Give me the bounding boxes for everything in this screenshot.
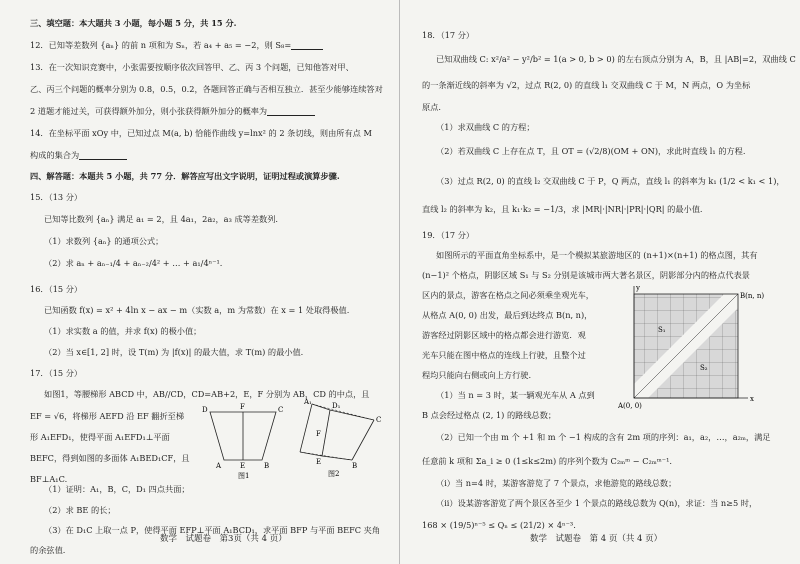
question-13-line-1: 13．在一次知识竞赛中，小张需要按顺序依次回答甲、乙、丙 3 个问题，已知他答对甲、 — [30, 62, 354, 72]
fig1-label-a: A — [216, 462, 222, 470]
question-17-part-1: （1）证明：A₁，B，C，D₁ 四点共面； — [44, 484, 190, 494]
question-15-stem: 已知等比数列 {aₙ} 满足 a₁ = 2，且 4a₁，2a₂，a₃ 成等差数列. — [44, 214, 278, 224]
fig1-caption: 图1 — [238, 472, 250, 480]
question-17-part-3: （3）在 D₁C 上取一点 P，使得平面 EFP⊥平面 A₁BCD₁，求平面 BFP 与平面 BEFC 夹角 — [44, 525, 381, 535]
grid-point-a: A(0, 0) — [618, 402, 642, 410]
answer-blank-13 — [267, 107, 315, 116]
answer-blank-14 — [79, 151, 127, 160]
question-16-part-2: （2）当 x∈[1, 2] 时，设 T(m) 为 |f(x)| 的最大值，求 T(m) 的最小值. — [44, 347, 304, 357]
question-12: 12．已知等差数列 {aₙ} 的前 n 项和为 Sₙ，若 a₄ + a₅ = −2，则 S₈= — [30, 40, 323, 50]
fig1-label-f: F — [240, 403, 245, 411]
question-19-part-1: （1）当 n = 3 时，某一辆观光车从 A 点到 — [436, 390, 595, 400]
fig2-label-a1: A₁ — [304, 398, 312, 406]
question-18-header: 18．（17 分） — [422, 30, 475, 40]
question-13-line-3: 2 道题才能过关，可获得额外加分，则小张获得额外加分的概率为 — [30, 106, 315, 116]
fig2-label-b: B — [352, 462, 358, 470]
fig2-caption: 图2 — [328, 470, 340, 478]
question-19-inequality: 168 × (19/5)ⁿ⁻⁵ ≤ Qₙ ≤ (21/2) × 4ⁿ⁻³. — [422, 520, 576, 530]
question-16-header: 16．（15 分） — [30, 284, 83, 294]
question-19-stem-1: 如图所示的平面直角坐标系中，是一个模拟某旅游地区的 (n+1)×(n+1) 的格点图，其有 — [436, 250, 758, 260]
question-17-stem-5: BF⊥A₁C. — [30, 474, 68, 484]
page-3-footer: 数学 试题卷 第3页（共 4 页） — [160, 534, 287, 544]
question-19-stem-6: 光车只能在图中格点的连线上行驶，且整个过 — [422, 350, 586, 360]
question-19-stem-3: 区内的景点，游客在格点之间必须乘坐观光车， — [422, 290, 594, 300]
question-15-header: 15．（13 分） — [30, 192, 83, 202]
question-17-part-2: （2）求 BE 的长； — [44, 505, 116, 515]
figure-2-polyhedron — [290, 396, 390, 480]
question-17-stem-3: 形 A₁EFD₁，使得平面 A₁EFD₁⊥平面 — [30, 432, 170, 442]
grid-x-axis-label: x — [750, 395, 754, 403]
question-17-stem-2: EF = √6，将梯形 AEFD 沿 EF 翻折至梯 — [30, 411, 185, 421]
page-3 — [0, 0, 398, 564]
fig1-label-b: B — [264, 462, 270, 470]
question-14-line-2: 构成的集合为 — [30, 150, 127, 160]
page-4 — [402, 0, 800, 564]
figure-grid-scenic-map — [618, 284, 798, 412]
question-19-stem-2: (n−1)² 个格点，阴影区域 S₁ 与 S₂ 分别是该城市两大著名景区，阴影部分内的格点代表景 — [422, 270, 750, 280]
fig2-label-d1: D₁ — [332, 402, 341, 410]
question-17-header: 17．（15 分） — [30, 368, 83, 378]
question-18-part-3: （3）过点 R(2, 0) 的直线 l₂ 交双曲线 C 于 P，Q 两点，直线 l₁ 的斜率为 k₁ (1/2 < k₁ < 1)， — [436, 176, 785, 186]
question-19-part-2: （2）已知一个由 m 个 +1 和 m 个 −1 构成的含有 2m 项的序列：a₁，a₂，…，a₂ₘ，满足 — [436, 432, 771, 442]
page-divider — [399, 0, 400, 564]
figure-1-trapezoid — [198, 398, 288, 480]
question-19-part-2-i: （i）当 n=4 时，某游客游览了 7 个景点，求他游览的路线总数； — [436, 478, 677, 488]
question-16-part-1: （1）求实数 a 的值，并求 f(x) 的极小值； — [44, 326, 202, 336]
question-18-stem-3: 原点. — [422, 102, 441, 112]
question-15-part-2: （2）求 aₙ + aₙ₋₁/4 + aₙ₋₂/4² + … + a₁/4ⁿ⁻¹. — [44, 258, 223, 268]
question-17-stem-4: BEFC，得到如图的多面体 A₁BED₁CF，且 — [30, 453, 190, 463]
question-18-stem-2: 的一条渐近线的斜率为 √2，过点 R(2, 0) 的直线 l₁ 交双曲线 C 于 M，N 两点，O 为坐标 — [422, 80, 751, 90]
grid-region-s2: S₂ — [700, 364, 708, 372]
page-4-footer: 数学 试题卷 第 4 页（共 4 页） — [530, 534, 663, 544]
answer-blank-12 — [291, 41, 323, 50]
question-18-part-3-cont: 直线 l₂ 的斜率为 k₂，且 k₁·k₂ = −1/3，求 |MR|·|NR|·|PR|·|QR| 的最小值. — [422, 204, 703, 214]
question-17-stem-1: 如图1，等腰梯形 ABCD 中，AB//CD，CD=AB+2，E，F 分别为 AB，CD 的中点，且 — [44, 389, 370, 399]
question-19-stem-7: 程均只能向右侧或向上方行驶. — [422, 370, 532, 380]
question-19-stem-4: 从格点 A(0, 0) 出发，最后到达终点 B(n, n)， — [422, 310, 593, 320]
fig1-label-d: D — [202, 406, 208, 414]
grid-y-axis-label: y — [636, 284, 640, 292]
question-16-stem: 已知函数 f(x) = x² + 4ln x − ax − m（实数 a，m 为常数）在 x = 1 处取得极值. — [44, 305, 350, 315]
question-19-header: 19．（17 分） — [422, 230, 475, 240]
section-heading-solutions: 四、解答题：本题共 5 小题，共 77 分．解答应写出文字说明，证明过程或演算步骤. — [30, 171, 340, 181]
question-19-part-1-cont: B 点会经过格点 (2, 1) 的路线总数； — [422, 410, 557, 420]
question-18-stem-1: 已知双曲线 C: x²/a² − y²/b² = 1(a > 0, b > 0) 的左右顶点分别为 A，B，且 |AB|=2，双曲线 C — [436, 54, 796, 64]
question-19-part-2-ii: （ii）设某游客游览了两个景区各至少 1 个景点的路线总数为 Q(n)，求证：当 n≥5 时， — [436, 498, 758, 508]
question-19-part-2-cont: 任意前 k 项和 Σa_i ≥ 0 (1≤k≤2m) 的序列个数为 C₂ₘᵐ − C₂ₘᵐ⁻¹. — [422, 456, 672, 466]
fig1-label-c: C — [278, 406, 284, 414]
fig2-label-e: E — [316, 458, 322, 466]
question-14-line-1: 14．在坐标平面 xOy 中，已知过点 M(a, b) 恰能作曲线 y=lnx² 的 2 条切线，则由所有点 M — [30, 128, 372, 138]
fig2-label-f: F — [316, 430, 321, 438]
question-18-part-2: （2）若双曲线 C 上存在点 T，且 OT = (√2/8)(OM + ON)，求此时直线 l₁ 的方程. — [436, 146, 746, 156]
question-17-part-3-cont: 的余弦值. — [30, 545, 66, 555]
fig2-label-c: C — [376, 416, 382, 424]
question-19-stem-5: 游客经过阴影区域中的格点都会进行游览．观 — [422, 330, 586, 340]
question-13-line-2: 乙、丙三个问题的概率分别为 0.8，0.5，0.2，各题回答正确与否相互独立．甚至少能够连续答对 — [30, 84, 383, 94]
question-18-part-1: （1）求双曲线 C 的方程； — [436, 122, 535, 132]
grid-point-b: B(n, n) — [740, 292, 765, 300]
fig1-label-e: E — [240, 462, 246, 470]
section-heading-fill-blank: 三、填空题：本大题共 3 小题，每小题 5 分，共 15 分. — [30, 18, 237, 28]
question-15-part-1: （1）求数列 {aₙ} 的通项公式； — [44, 236, 164, 246]
grid-region-s1: S₁ — [658, 326, 666, 334]
